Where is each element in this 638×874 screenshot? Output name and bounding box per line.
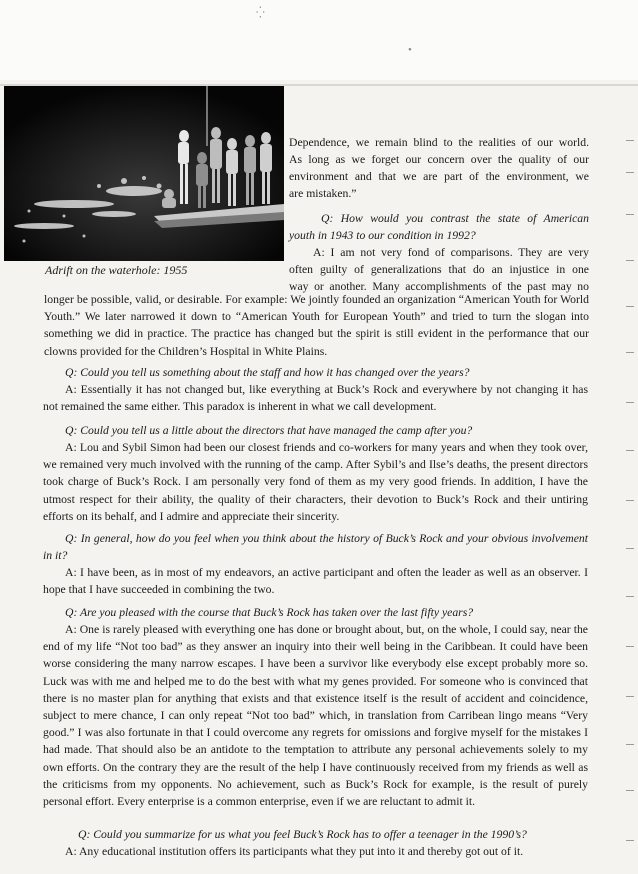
paragraph-line: are mistaken.” — [289, 187, 357, 200]
photo-caption: Adrift on the waterhole: 1955 — [45, 263, 188, 277]
answer-line: often guilty of generalizations that do an injustice in one — [289, 263, 589, 276]
paper-speck-icon: • — [408, 44, 412, 56]
paper-mark-icon: ⁛ — [256, 7, 265, 19]
camp-photo — [4, 86, 284, 261]
question-line: Q: How would you contrast the state of American — [321, 212, 589, 225]
page-top-margin — [0, 0, 638, 80]
paragraph-line: environment and that we are part of the environment, we — [289, 170, 589, 183]
question-line: youth in 1943 to our condition in 1992? — [289, 229, 476, 242]
paragraph-line: As long as we forget our concern over the quality of our — [289, 153, 589, 166]
answer-paragraph: longer be possible, valid, or desirable. For example: We jointly founded an organization “American Youth for World Youth.” We later narrowed it down to “American Youth for European Youth” and tried to turn the slogan into something we did in practice. The practice has changed but the spirit is still evident in the performance that our clowns provided for the Children’s Hospital in White Plains. — [44, 293, 589, 358]
question-paragraph: Q: Could you tell us something about the staff and how it has changed over the years? — [65, 366, 470, 379]
question-paragraph: Q: Could you tell us a little about the directors that have managed the camp after you? — [65, 424, 473, 437]
answer-paragraph: A: Lou and Sybil Simon had been our closest friends and co-workers for many years and when they took over, we remained very much involved with the running of the camp. After Sybil’s and Ilse’s deaths, the present directors took charge of Buck’s Rock. I am personally very fond of them as my very good friends. In addition, I have the utmost respect for their ability, the quality of their characters, their devotion to Buck’s Rock and their untiring efforts on its behalf, and I admire and appreciate their sincerity. — [43, 441, 588, 523]
answer-paragraph: A: Any educational institution offers its participants what they put into it and thereby got out of it. — [65, 845, 524, 858]
question-paragraph: Q: In general, how do you feel when you think about the history of Buck’s Rock and your obvious involvement in it? — [43, 532, 588, 563]
question-paragraph: Q: Could you summarize for us what you feel Buck’s Rock has to offer a teenager in the 1990’s? — [78, 828, 527, 841]
answer-line: way or another. Many accomplishments of the past may no — [289, 280, 589, 293]
question-paragraph: Q: Are you pleased with the course that Buck’s Rock has taken over the last fifty years? — [65, 606, 474, 619]
camp-photo-image — [4, 86, 284, 261]
paragraph-line: Dependence, we remain blind to the realities of our world. — [289, 136, 589, 149]
page-edge-marks — [624, 140, 634, 870]
answer-paragraph: A: Essentially it has not changed but, like everything at Buck’s Rock and everywhere by not changing it has not remained the same either. This paradox is inherent in what we call development. — [43, 383, 588, 414]
answer-paragraph: A: I have been, as in most of my endeavors, an active participant and often the leader as well as an observer. I hope that I have succeeded in combining the two. — [43, 566, 588, 597]
answer-paragraph: A: One is rarely pleased with everything one has done or brought about, but, on the whole, I could say, near the end of my life “Not too bad” as they answer an inquiry into their well being in the Caribbean. It could have been worse considering the many narrow escapes. I have been a survivor like everybody else except probably more so. Luck was with me and helped me to do the best with what my genes provided. For someone who is convinced that there is no master plan for anything that exists and that existence itself is the result of accident and coincidence, subject to mere chance, I can only repeat “Not too bad” which, in translation from Carribean lingo means “Very good.” I was also fortunate in that I could overcome any regrets for omissions and forgive myself for the mistakes I had made. That should also be an antidote to the temptation to attribute any personal achievements solely to my own efforts. On the contrary they are the result of the help I have continuously received from my friends as well as the criticisms from my opponents. No achievement, such as Buck’s Rock for example, is the result of purely personal effort. Every enterprise is a common enterprise, even if we are reluctant to admit it. — [43, 623, 588, 809]
answer-line: A: I am not very fond of comparisons. They are very — [313, 246, 589, 259]
